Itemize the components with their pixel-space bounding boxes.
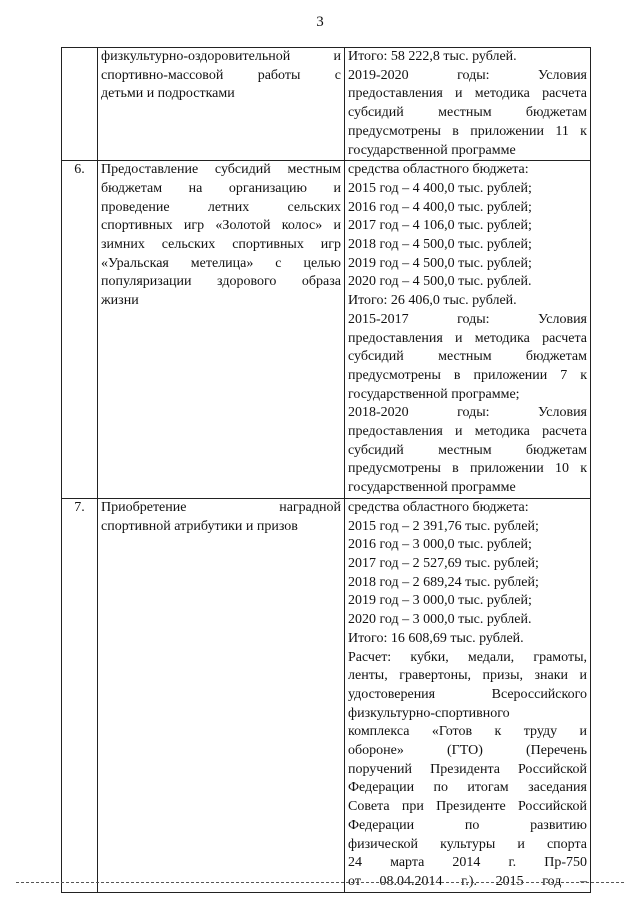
page-number: 3 — [316, 14, 324, 30]
row-number-cell — [62, 498, 98, 892]
table-row — [62, 48, 591, 161]
row-number: 6. — [74, 162, 85, 178]
measure-name-cell — [98, 48, 345, 161]
financing-line: 2017 год – 4 106,0 тыс. рублей; — [348, 218, 532, 234]
financing-line: предоставления и методика расчета — [348, 330, 587, 346]
measure-name-line: проведение летних сельских — [101, 199, 341, 215]
measure-name-line: зимних сельских спортивных игр — [101, 237, 341, 253]
financing-line: Федерации по итогам заседания — [348, 780, 587, 796]
financing-line: 2015 год – 2 391,76 тыс. рублей; — [348, 518, 539, 534]
financing-line: обороне» (ГТО) (Перечень — [348, 743, 587, 759]
financing-cell — [345, 498, 591, 892]
financing-line: Совета при Президенте Российской — [348, 799, 587, 815]
row-number-cell — [62, 48, 98, 161]
financing-line: 2020 год – 3 000,0 тыс. рублей. — [348, 612, 532, 628]
financing-line: 2019 год – 4 500,0 тыс. рублей; — [348, 255, 532, 271]
financing-line: средства областного бюджета: — [348, 162, 529, 178]
financing-line: 2015-2017 годы: Условия — [348, 311, 587, 327]
financing-line: Итого: 16 608,69 тыс. рублей. — [348, 630, 524, 646]
financing-line: 2019-2020 годы: Условия — [348, 67, 587, 83]
measure-name-line: Приобретение наградной — [101, 499, 341, 515]
financing-line: 2020 год – 4 500,0 тыс. рублей. — [348, 274, 532, 290]
financing-line: 2018 год – 4 500,0 тыс. рублей; — [348, 237, 532, 253]
financing-line: 2018 год – 2 689,24 тыс. рублей; — [348, 574, 539, 590]
financing-line: предоставления и методика расчета — [348, 424, 587, 440]
financing-line: 2018-2020 годы: Условия — [348, 405, 587, 421]
financing-cell — [345, 161, 591, 499]
financing-line: государственной программе; — [348, 386, 520, 402]
table-row — [62, 161, 591, 499]
financing-line: Федерации по развитию — [348, 817, 587, 833]
program-table — [61, 47, 591, 893]
measure-name-line: физкультурно-оздоровительной и — [101, 49, 341, 64]
financing-line: предусмотрены в приложении 11 к — [348, 123, 587, 139]
financing-line: субсидий местным бюджетам — [348, 442, 587, 458]
financing-line: субсидий местным бюджетам — [348, 105, 587, 121]
financing-line: физической культуры и спорта — [348, 836, 587, 852]
measure-name-line: спортивной атрибутики и призов — [101, 518, 298, 534]
financing-line: государственной программе — [348, 480, 516, 496]
row-number-cell — [62, 161, 98, 499]
financing-line: физкультурно-спортивного — [348, 705, 510, 721]
financing-cell — [345, 48, 591, 161]
row-number: 7. — [74, 499, 85, 515]
measure-name-line: жизни — [101, 293, 139, 309]
financing-line: удостоверения Всероссийского — [348, 686, 587, 702]
financing-line: поручений Президента Российской — [348, 761, 587, 777]
financing-line: Итого: 58 222,8 тыс. рублей. — [348, 49, 517, 64]
measure-name-line: Предоставление субсидий местным — [101, 162, 341, 178]
financing-line: предусмотрены в приложении 10 к — [348, 461, 587, 477]
table-row — [62, 498, 591, 892]
financing-line: 24 марта 2014 г. Пр-750 — [348, 855, 587, 871]
measure-name-line: спортивных игр «Золотой колос» и — [101, 218, 341, 234]
financing-line: государственной программе — [348, 142, 516, 158]
financing-line: от 08.04.2014 г.). 2015 год – — [348, 873, 587, 889]
financing-line: субсидий местным бюджетам — [348, 349, 587, 365]
measure-name-line: «Уральская метелица» с целью — [101, 255, 341, 271]
measure-name-line: популяризации здорового образа — [101, 274, 341, 290]
measure-name-line: бюджетам на организацию и — [101, 180, 341, 196]
measure-name-cell — [98, 498, 345, 892]
financing-line: 2019 год – 3 000,0 тыс. рублей; — [348, 593, 532, 609]
financing-line: предусмотрены в приложении 7 к — [348, 367, 587, 383]
financing-line: 2015 год – 4 400,0 тыс. рублей; — [348, 180, 532, 196]
measure-name-cell — [98, 161, 345, 499]
financing-line: ленты, гравертоны, призы, знаки и — [348, 668, 587, 684]
financing-line: Итого: 26 406,0 тыс. рублей. — [348, 293, 517, 309]
measure-name-line: спортивно-массовой работы с — [101, 67, 341, 83]
financing-line: комплекса «Готов к труду и — [348, 724, 587, 740]
financing-line: 2016 год – 3 000,0 тыс. рублей; — [348, 537, 532, 553]
financing-line: средства областного бюджета: — [348, 499, 529, 515]
financing-line: предоставления и методика расчета — [348, 86, 587, 102]
measure-name-line: детьми и подростками — [101, 86, 235, 102]
page-bottom-rule — [16, 882, 624, 883]
financing-line: 2016 год – 4 400,0 тыс. рублей; — [348, 199, 532, 215]
financing-line: 2017 год – 2 527,69 тыс. рублей; — [348, 555, 539, 571]
financing-line: Расчет: кубки, медали, грамоты, — [348, 649, 587, 665]
